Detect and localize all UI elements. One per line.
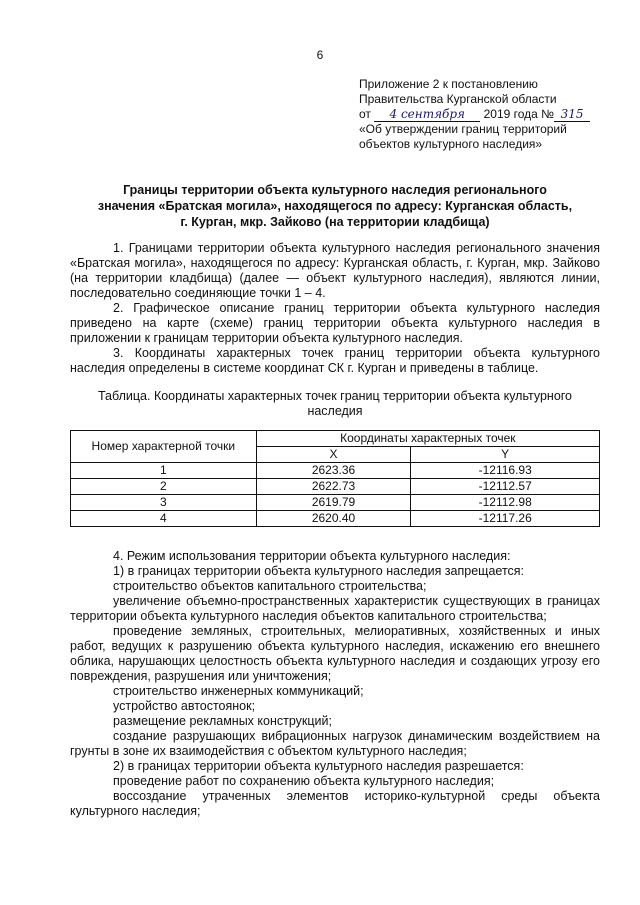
permitted-heading: 2) в границах территории объекта культурного наследия разрешается:	[113, 759, 524, 773]
list-item: строительство объектов капитального строительства;	[113, 579, 427, 593]
handwritten-number: 315	[554, 108, 590, 122]
cell-x: 2622.73	[256, 479, 411, 495]
paragraph-2: 2. Графическое описание границ территории объекта культурного наследия приведено на карте (схеме) границ территории объекта культурного наследия в приложении к границам территории объекта культурного наследия.	[70, 301, 600, 345]
table-row	[71, 511, 600, 527]
cell-point: 3	[71, 495, 257, 511]
body-paragraphs	[70, 241, 600, 376]
cell-point: 4	[71, 511, 257, 527]
cell-y: -12116.93	[411, 463, 600, 479]
appendix-header	[359, 77, 609, 152]
cell-point: 1	[71, 463, 257, 479]
cell-y: -12112.98	[411, 495, 600, 511]
list-item: проведение работ по сохранению объекта культурного наследия;	[113, 774, 495, 788]
header-coordinates: Координаты характерных точек	[256, 431, 599, 447]
cell-x: 2623.36	[256, 463, 411, 479]
handwritten-date: 4 сентября	[374, 108, 480, 122]
prohibited-heading: 1) в границах территории объекта культурного наследия запрещается:	[113, 564, 525, 578]
title-line-2: значения «Братская могила», находящегося по адресу: Курганская область,	[97, 199, 573, 213]
paragraph-1: 1. Границами территории объекта культурного наследия регионального значения «Братская могила», находящегося по адресу: Курганская область, г. Курган, мкр. Зайково (на территории кладбища) (далее — объект культурного наследия), являются линии, последовательно соединяющие точки 1 – 4.	[70, 241, 600, 300]
table-caption	[70, 389, 600, 419]
table-caption-line-2: наследия	[307, 404, 363, 418]
list-item: устройство автостоянок;	[113, 699, 256, 713]
table-row	[71, 495, 600, 511]
list-item: увеличение объемно-пространственных характеристик существующих в границах территории объекта культурного наследия объектов капитального строительства;	[70, 594, 600, 623]
section-4-heading: 4. Режим использования территории объекта культурного наследия:	[113, 549, 511, 563]
list-item: воссоздание утраченных элементов историко-культурной среды объекта культурного наследия;	[70, 789, 600, 818]
appendix-year-text: 2019 года №	[483, 107, 555, 121]
appendix-line-1: Приложение 2 к постановлению	[359, 77, 538, 91]
header-x: X	[256, 447, 411, 463]
appendix-line-4: «Об утверждении границ территорий	[359, 122, 567, 136]
list-item: размещение рекламных конструкций;	[113, 714, 332, 728]
appendix-line-2: Правительства Курганской области	[359, 92, 557, 106]
list-item: строительство инженерных коммуникаций;	[113, 684, 364, 698]
cell-x: 2619.79	[256, 495, 411, 511]
cell-x: 2620.40	[256, 511, 411, 527]
page-number: 6	[316, 48, 324, 62]
table-caption-line-1: Таблица. Координаты характерных точек границ территории объекта культурного	[97, 389, 573, 403]
appendix-from-label: от	[359, 107, 371, 121]
list-item: создание разрушающих вибрационных нагрузок динамическим воздействием на грунты в зоне их взаимодействия с объектом культурного наследия;	[70, 729, 600, 758]
usage-regime-section	[70, 549, 600, 819]
list-item: проведение земляных, строительных, мелиоративных, хозяйственных и иных работ, ведущих к разрушению объекта культурного наследия, искажению его внешнего облика, нарушающих целостность объекта культурного наследия и создающих угрозу его повреждения, разрушения или уничтожения;	[70, 624, 600, 683]
document-title	[70, 182, 600, 230]
table-row	[71, 479, 600, 495]
cell-y: -12117.26	[411, 511, 600, 527]
header-point-number: Номер характерной точки	[71, 431, 257, 463]
title-line-1: Границы территории объекта культурного наследия регионального	[123, 183, 547, 197]
title-line-3: г. Курган, мкр. Зайково (на территории кладбища)	[180, 215, 490, 229]
appendix-date-line	[359, 107, 609, 122]
paragraph-3: 3. Координаты характерных точек границ территории объекта культурного наследия определены в системе координат СК г. Курган и приведены в таблице.	[70, 346, 600, 375]
appendix-line-5: объектов культурного наследия»	[359, 137, 543, 151]
table-header-row	[71, 431, 600, 447]
cell-y: -12112.57	[411, 479, 600, 495]
coordinates-table	[70, 430, 600, 527]
cell-point: 2	[71, 479, 257, 495]
table-row	[71, 463, 600, 479]
header-y: Y	[411, 447, 600, 463]
